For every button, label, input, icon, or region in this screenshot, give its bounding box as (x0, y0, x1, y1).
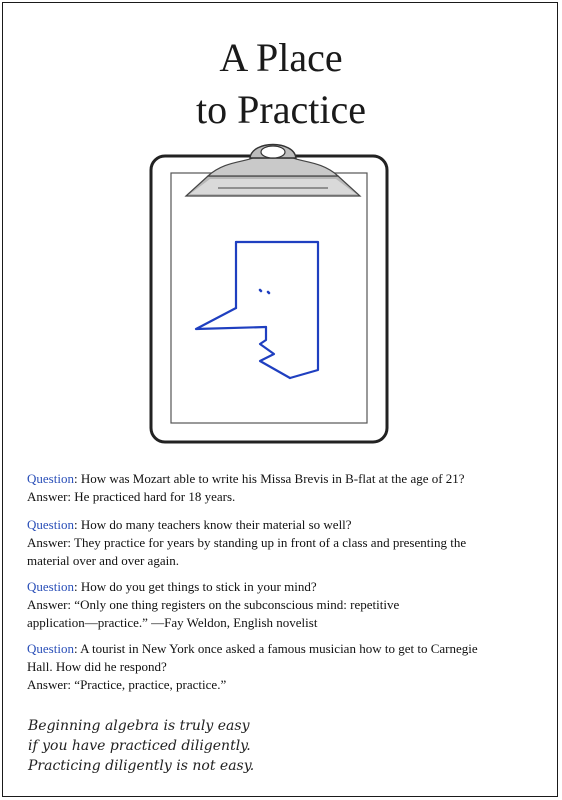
answer-text: Answer: They practice for years by standing up in front of a class and presenting the (27, 535, 467, 550)
question-label: Question (27, 471, 74, 486)
clipboard-paper (171, 173, 367, 423)
question-text: Hall. How did he respond? (27, 659, 167, 674)
answer-text: Answer: He practiced hard for 18 years. (27, 489, 236, 504)
question-text: : How do you get things to stick in your mind? (73, 579, 317, 594)
question-text: : A tourist in New York once asked a famous musician how to get to Carnegie (73, 641, 478, 656)
page-title-line-2: to Practice (196, 87, 366, 132)
closing-line: if you have practiced diligently. (28, 738, 251, 754)
question-label: Question (27, 641, 74, 656)
page-title-line-1: A Place (219, 35, 343, 80)
clipboard-illustration (148, 128, 410, 448)
answer-text: Answer: “Practice, practice, practice.” (27, 677, 227, 692)
qa-block-4 (27, 640, 537, 694)
closing-line: Practicing diligently is not easy. (28, 758, 255, 774)
answer-text: material over and over again. (27, 553, 179, 568)
question-line (27, 470, 537, 488)
closing-quote (28, 716, 254, 776)
qa-block-2 (27, 516, 537, 570)
answer-text: application—practice.” —Fay Weldon, English novelist (27, 615, 318, 630)
qa-block-1 (27, 470, 537, 506)
qa-block-3 (27, 578, 537, 632)
question-label: Question (27, 517, 74, 532)
question-line (27, 640, 537, 658)
question-line (27, 516, 537, 534)
question-text: : How was Mozart able to write his Missa Brevis in B-flat at the age of 21? (73, 471, 465, 486)
question-text: : How do many teachers know their material so well? (73, 517, 352, 532)
answer-text: Answer: “Only one thing registers on the subconscious mind: repetitive (27, 597, 400, 612)
closing-line: Beginning algebra is truly easy (28, 718, 250, 734)
question-label: Question (27, 579, 74, 594)
question-line (27, 578, 537, 596)
